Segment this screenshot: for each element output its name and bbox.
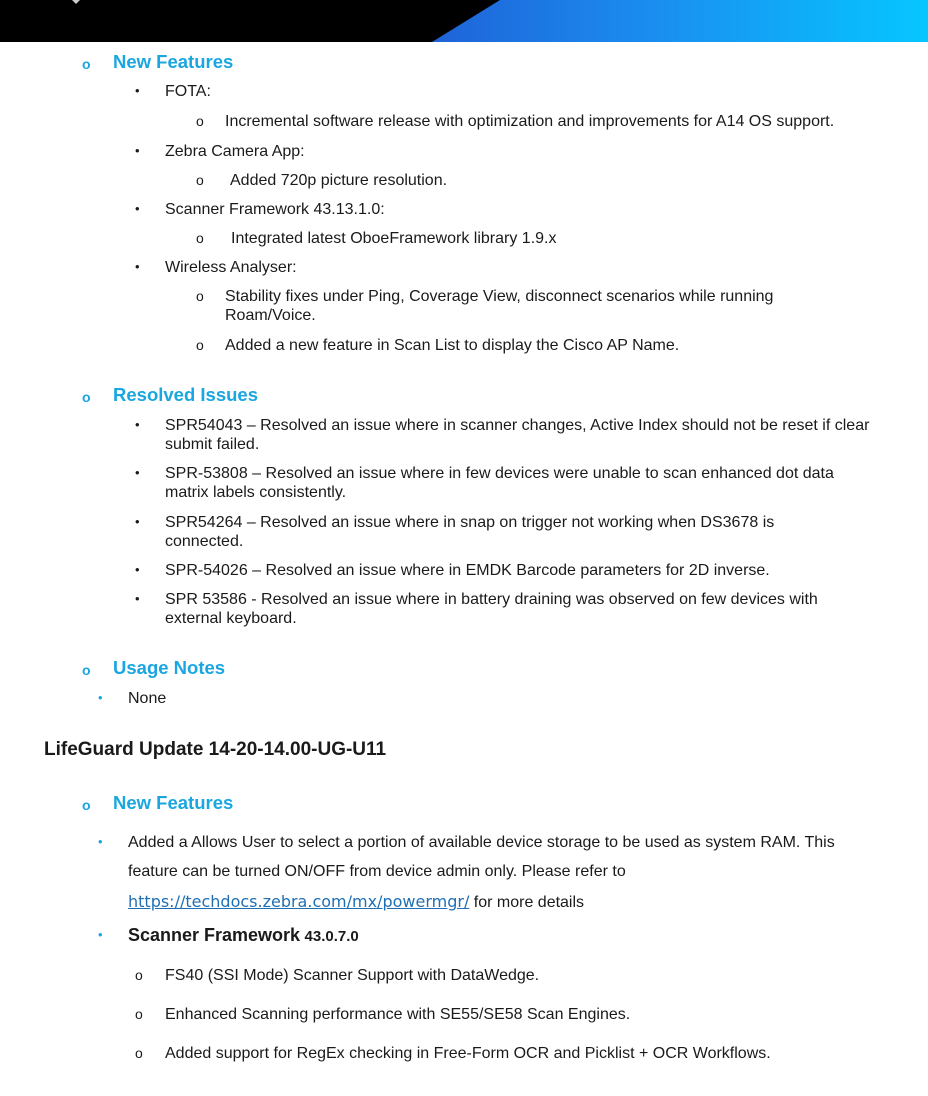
feature-scanner-framework: Scanner Framework 43.13.1.0: <box>165 201 385 218</box>
feature-fota: FOTA: <box>165 83 211 100</box>
feature-scanner-detail: Integrated latest OboeFramework library 1.9.x <box>231 230 557 247</box>
sub-bullet: o <box>135 967 143 983</box>
lifeguard-feature-line-1: Added a Allows User to select a portion of available device storage to be used as system RAM. This <box>128 834 835 851</box>
feature-fota-detail: Incremental software release with optimization and improvements for A14 OS support. <box>225 113 835 130</box>
header-banner <box>0 0 928 42</box>
section-title-new-features: New Features <box>113 51 234 72</box>
issue-item: SPR54043 – Resolved an issue where in scanner changes, Active Index should not be reset if clear submit failed. <box>165 417 870 453</box>
link-suffix: for more details <box>469 894 585 911</box>
issue-item: SPR-54026 – Resolved an issue where in EMDK Barcode parameters for 2D inverse. <box>165 562 770 579</box>
issue-item: SPR 53586 - Resolved an issue where in battery draining was observed on few devices with external keyboard. <box>165 591 818 627</box>
scanner-item: FS40 (SSI Mode) Scanner Support with DataWedge. <box>165 967 540 984</box>
section-bullet: o <box>82 389 91 405</box>
bullet-dot: • <box>135 591 140 606</box>
scanner-item: Enhanced Scanning performance with SE55/SE58 Scan Engines. <box>165 1006 631 1023</box>
lifeguard-feature-line-2: feature can be turned ON/OFF from device admin only. Please refer to <box>128 863 626 880</box>
bullet-dot: • <box>135 465 140 480</box>
feature-camera-detail: Added 720p picture resolution. <box>230 172 448 189</box>
sub-bullet: o <box>196 172 204 188</box>
bullet-dot: • <box>135 83 140 98</box>
bullet-dot: • <box>135 143 140 158</box>
usage-note-item: None <box>128 690 167 707</box>
feature-wireless-detail-2: Added a new feature in Scan List to display the Cisco AP Name. <box>225 337 680 354</box>
scanner-framework-label: Scanner Framework <box>128 925 301 945</box>
bullet-dot: • <box>135 201 140 216</box>
bullet-dot: • <box>135 562 140 577</box>
bullet-dot: • <box>98 927 103 942</box>
sub-bullet: o <box>196 113 204 129</box>
section-bullet: o <box>82 662 91 678</box>
bullet-dot: • <box>135 514 140 529</box>
sub-bullet: o <box>196 288 204 304</box>
section-bullet: o <box>82 56 91 72</box>
bullet-dot: • <box>135 417 140 432</box>
section-title-lifeguard-features: New Features <box>113 792 234 813</box>
issue-item: SPR-53808 – Resolved an issue where in few devices were unable to scan enhanced dot data matrix labels consistently. <box>165 465 834 501</box>
section-title-resolved-issues: Resolved Issues <box>113 384 258 405</box>
section-title-usage-notes: Usage Notes <box>113 657 226 678</box>
banner-graphic <box>0 0 928 42</box>
section-bullet: o <box>82 797 91 813</box>
feature-wireless-detail-1: Stability fixes under Ping, Coverage View, disconnect scenarios while running Roam/Voice. <box>225 288 774 324</box>
feature-wireless-analyser: Wireless Analyser: <box>165 259 297 276</box>
sub-bullet: o <box>196 230 204 246</box>
bullet-dot: • <box>135 259 140 274</box>
scanner-framework-version: 43.0.7.0 <box>304 928 359 945</box>
feature-camera-app: Zebra Camera App: <box>165 143 305 160</box>
scanner-framework-heading <box>128 925 359 946</box>
lifeguard-feature-line-3 <box>128 892 584 912</box>
scanner-item: Added support for RegEx checking in Free-Form OCR and Picklist + OCR Workflows. <box>165 1045 771 1062</box>
bullet-dot: • <box>98 690 103 705</box>
sub-bullet: o <box>135 1006 143 1022</box>
powermgr-link[interactable]: https://techdocs.zebra.com/mx/powermgr/ <box>128 892 470 911</box>
bullet-dot: • <box>98 834 103 849</box>
sub-bullet: o <box>135 1045 143 1061</box>
sub-bullet: o <box>196 337 204 353</box>
issue-item: SPR54264 – Resolved an issue where in snap on trigger not working when DS3678 is connected. <box>165 514 775 550</box>
lifeguard-heading: LifeGuard Update 14-20-14.00-UG-U11 <box>44 739 387 760</box>
